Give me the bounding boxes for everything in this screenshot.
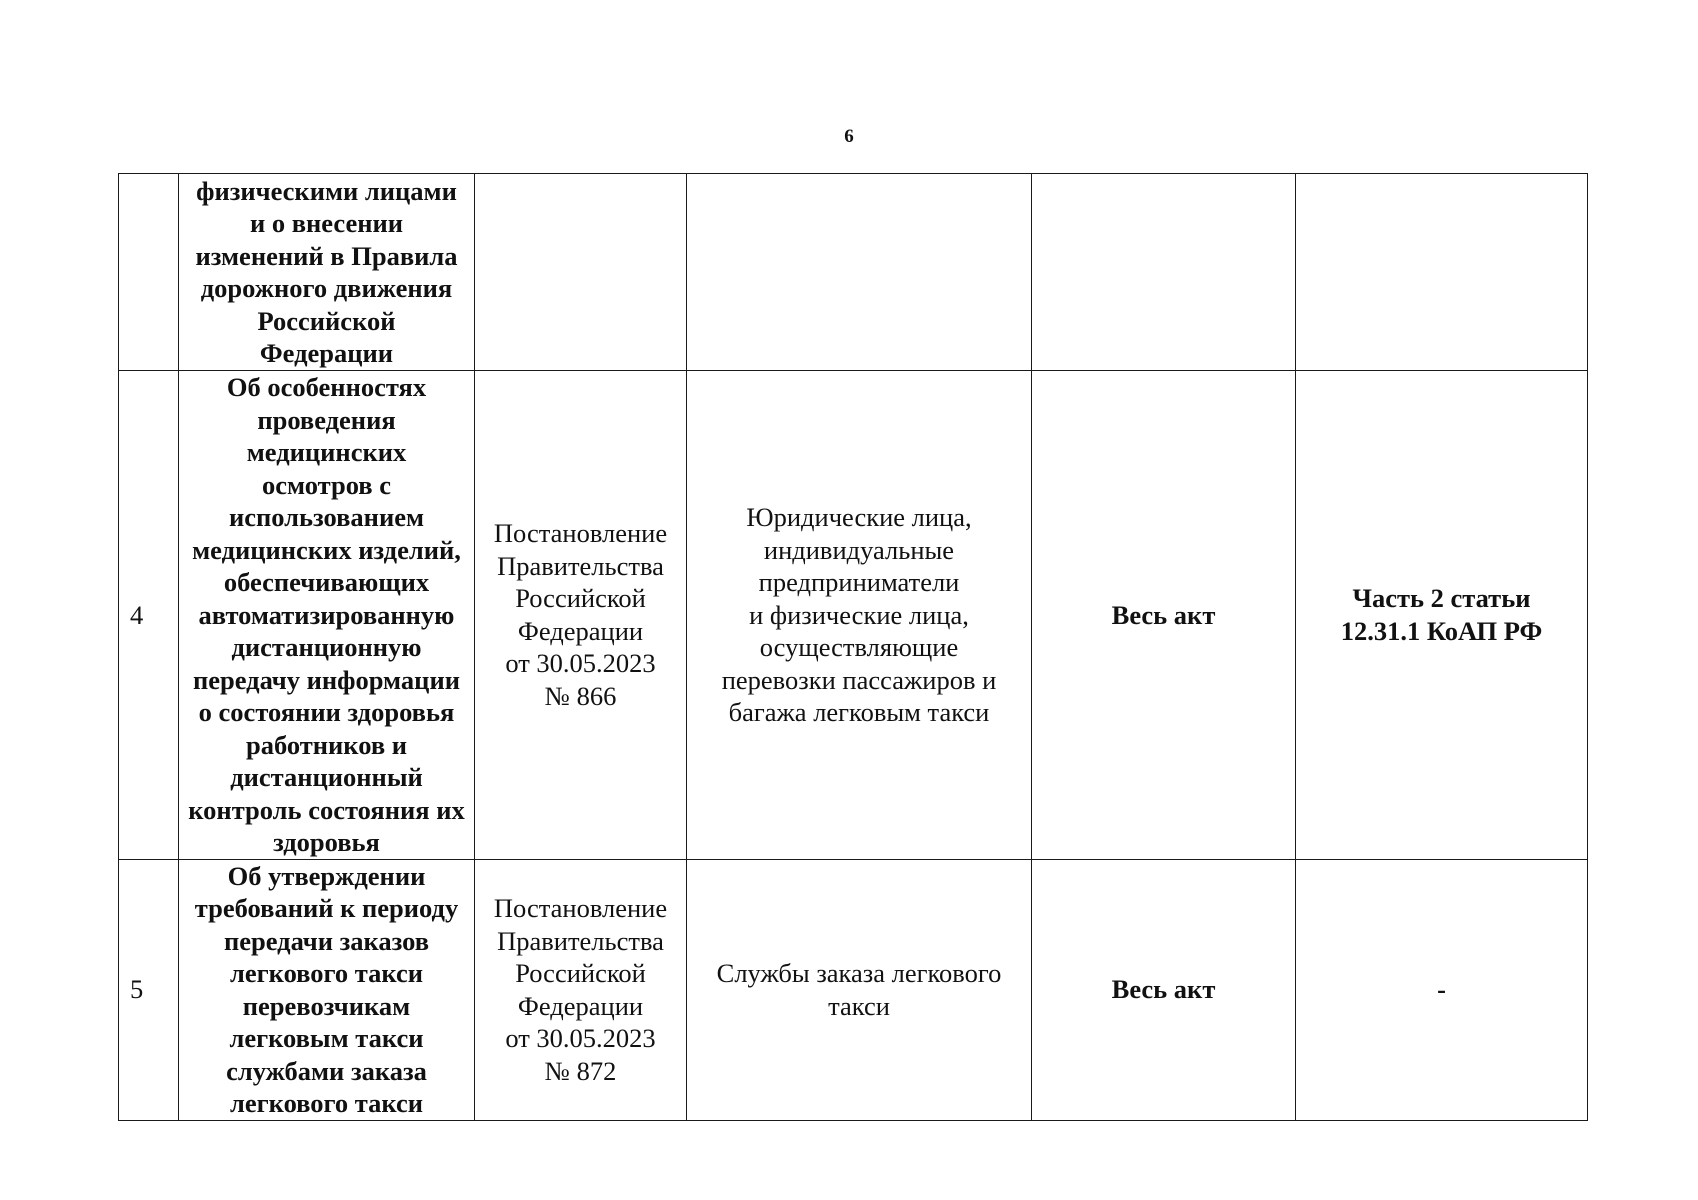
act-details-line: Постановление	[493, 893, 668, 923]
subjects-line: предприниматели	[758, 567, 960, 597]
act-name-line: дорожного движения	[200, 273, 453, 303]
act-name-line: Российской	[257, 305, 396, 336]
subjects-cell	[687, 371, 1032, 860]
act-details-line: Постановление	[493, 518, 668, 549]
scope-cell: Весь акт	[1032, 859, 1296, 1120]
act-name-line: требований к периоду	[194, 893, 459, 923]
subjects-cell	[687, 859, 1032, 1120]
act-name-line: передачи заказов	[223, 925, 430, 956]
act-details-line: Российской	[515, 583, 646, 614]
act-details-line: от 30.05.2023	[505, 648, 656, 679]
subjects-line: перевозки пассажиров и	[721, 664, 997, 695]
subjects-line: багажа легковым такси	[728, 697, 990, 727]
liability-cell: -	[1296, 859, 1588, 1120]
subjects-line: такси	[828, 990, 890, 1021]
act-name-cell	[179, 174, 475, 371]
act-name-line: работников и	[245, 729, 408, 760]
act-name-line: перевозчикам	[242, 990, 411, 1021]
act-name-line: проведения	[257, 404, 396, 435]
row-number-cell	[119, 174, 179, 371]
subjects-line: индивидуальные	[763, 534, 955, 565]
subjects-line: осуществляющие	[759, 632, 959, 662]
act-details-cell	[475, 174, 687, 371]
liability-line: Часть 2 статьи	[1352, 583, 1531, 614]
act-name-line: здоровья	[273, 827, 380, 857]
act-details-cell	[475, 859, 687, 1120]
act-name-line: дистанционный	[230, 762, 423, 792]
liability-cell	[1296, 371, 1588, 860]
act-name-line: Об особенностях	[226, 372, 427, 402]
scope-cell	[1032, 174, 1296, 371]
scope-cell: Весь акт	[1032, 371, 1296, 860]
act-name-line: использованием	[228, 502, 425, 532]
row-number-cell: 5	[119, 859, 179, 1120]
row-number-cell: 4	[119, 371, 179, 860]
act-name-line: медицинских	[246, 437, 407, 467]
act-name-line: изменений в Правила	[195, 240, 458, 271]
subjects-cell	[687, 174, 1032, 371]
liability-line: 12.31.1 КоАП РФ	[1340, 615, 1543, 646]
act-details-line: № 872	[544, 1055, 617, 1086]
act-name-line: легкового такси	[229, 1088, 424, 1118]
act-name-line: легкового такси	[229, 958, 424, 988]
act-details-line: Российской	[515, 958, 646, 988]
act-name-line: автоматизированную	[198, 599, 455, 630]
subjects-line: Юридические лица,	[746, 502, 972, 532]
act-name-line: дистанционную	[231, 632, 422, 662]
act-details-line: Правительства	[497, 925, 664, 956]
act-name-line: о состоянии здоровья	[198, 697, 455, 727]
act-name-line: легковым такси	[229, 1023, 424, 1053]
act-name-line: Об утверждении	[227, 860, 426, 891]
act-name-line: передачу информации	[193, 664, 460, 695]
act-details-line: Правительства	[497, 550, 664, 581]
regulations-table	[118, 173, 1588, 1121]
act-name-cell	[179, 371, 475, 860]
liability-cell	[1296, 174, 1588, 371]
act-name-line: Федерации	[259, 338, 394, 368]
table-row	[119, 371, 1588, 860]
act-name-line: обеспечивающих	[223, 567, 430, 597]
act-details-line: № 866	[544, 680, 617, 711]
act-details-line: Федерации	[517, 990, 644, 1021]
act-name-line: физическими лицами	[196, 175, 457, 206]
act-name-cell	[179, 859, 475, 1120]
subjects-line: Службы заказа легкового	[716, 958, 1002, 988]
act-details-line: Федерации	[517, 615, 644, 646]
act-name-line: и о внесении	[249, 208, 404, 238]
act-details-line: от 30.05.2023	[505, 1023, 656, 1053]
table-row	[119, 174, 1588, 371]
act-name-line: медицинских изделий,	[192, 534, 461, 565]
act-name-line: осмотров с	[262, 469, 391, 500]
page-number: 6	[844, 126, 854, 147]
act-details-cell	[475, 371, 687, 860]
act-name-line: службами заказа	[226, 1055, 427, 1086]
act-name-line: контроль состояния их	[188, 794, 465, 825]
subjects-line: и физические лица,	[749, 599, 969, 630]
table-row	[119, 859, 1588, 1120]
